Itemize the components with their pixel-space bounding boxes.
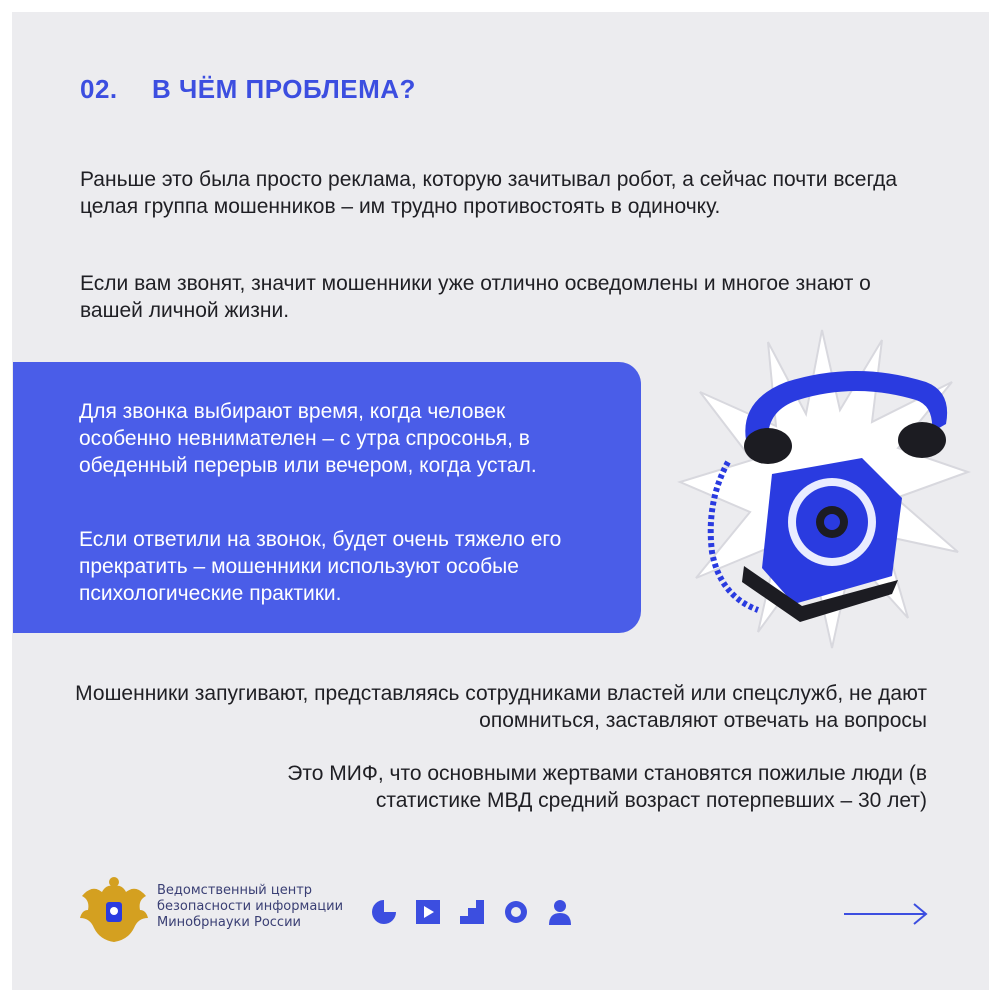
highlight-box <box>13 362 641 633</box>
stairs-icon <box>458 898 486 926</box>
ring-icon <box>502 898 530 926</box>
person-icon <box>546 898 574 926</box>
note-paragraph-1: Мошенники запугивают, представляясь сотрудниками властей или спецслужб, не дают опомниться, заставляют отвечать на вопросы <box>75 682 927 732</box>
org-line-2: безопасности информации <box>157 899 344 914</box>
coat-of-arms-icon <box>80 876 148 942</box>
note-paragraph-2: Это МИФ, что основными жертвами становятся пожилые люди (в статистике МВД средний возраст потерпевших – 30 лет) <box>287 762 927 812</box>
highlight-paragraph-2: Если ответили на звонок, будет очень тяжело его прекратить – мошенники используют особые психологические практики. <box>79 528 562 605</box>
play-icon <box>414 898 442 926</box>
arrow-right-icon[interactable] <box>842 902 930 926</box>
section-header <box>80 74 416 105</box>
org-line-3: Минобрнауки России <box>157 915 301 930</box>
section-number: 02. <box>80 74 118 104</box>
section-title: В ЧЁМ ПРОБЛЕМА? <box>152 74 416 104</box>
intro-paragraph-1: Раньше это была просто реклама, которую зачитывал робот, а сейчас почти всегда целая группа мошенников – им трудно противостоять в одиночку. <box>80 168 898 218</box>
rotary-phone-icon <box>672 322 972 650</box>
circle-segment-icon <box>370 898 398 926</box>
intro-paragraph-2: Если вам звонят, значит мошенники уже отлично осведомлены и многое знают о вашей личной жизни. <box>80 272 871 322</box>
org-line-1: Ведомственный центр <box>157 883 313 898</box>
highlight-paragraph-1: Для звонка выбирают время, когда человек особенно невнимателен – с утра спросонья, в обеденный перерыв или вечером, когда устал. <box>79 400 537 477</box>
organization-name <box>157 883 343 931</box>
